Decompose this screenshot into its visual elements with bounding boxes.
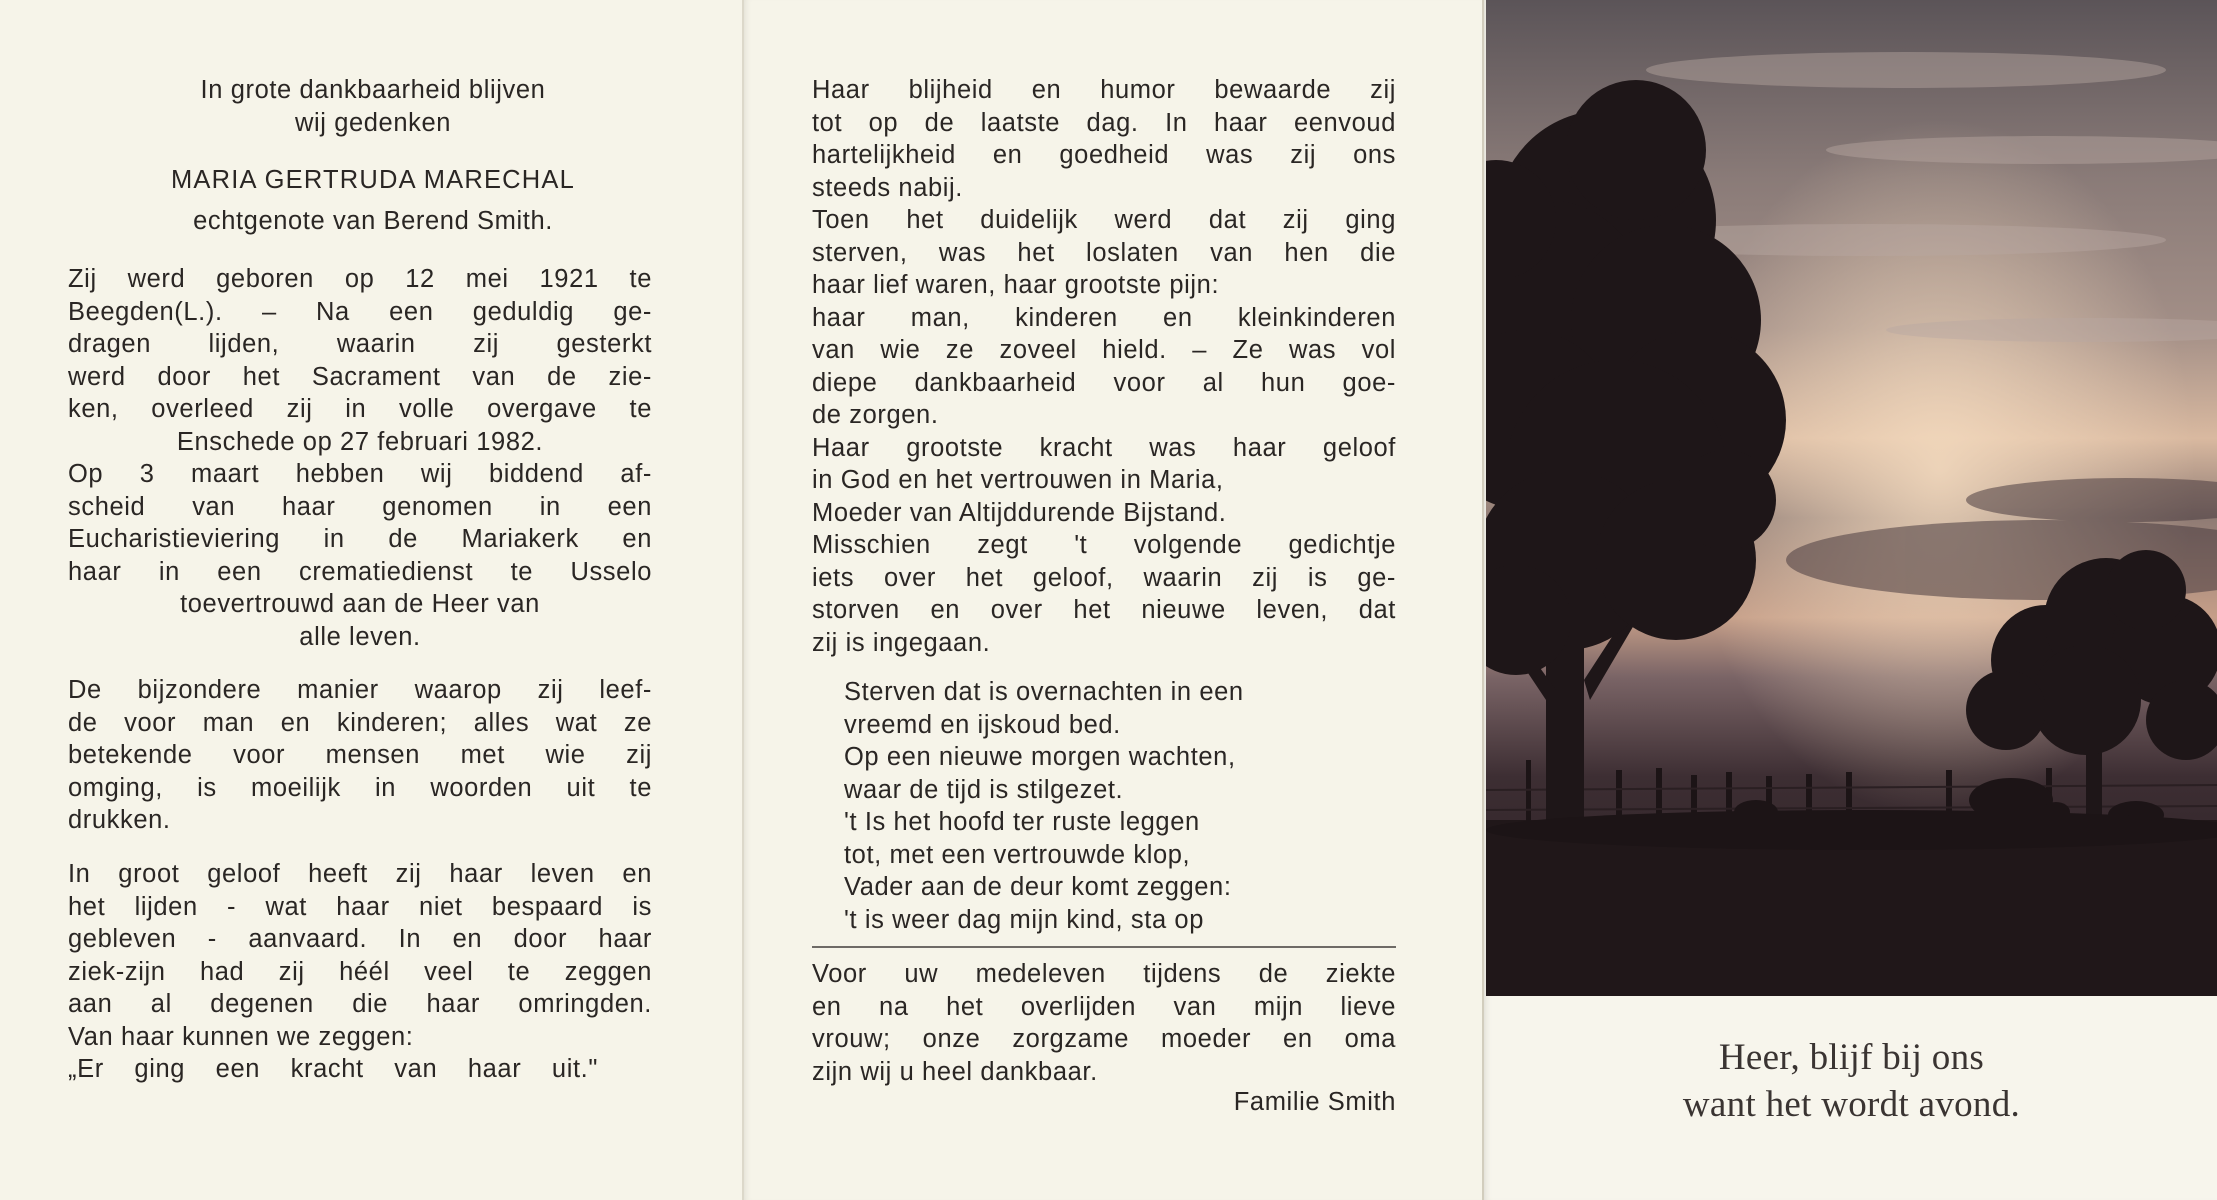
paragraph-line: zij is ingegaan. xyxy=(812,628,991,657)
paragraph-line: iets over het geloof, waarin zij is ge- xyxy=(812,563,1396,592)
thanks-line: Voor uw medeleven tijdens de ziekte xyxy=(812,960,1396,988)
paragraph-line: het lijden - wat haar niet bespaard is xyxy=(68,892,652,921)
paragraph-line: aan al degenen die haar omringden. xyxy=(68,990,652,1018)
poem-line: vreemd en ijskoud bed. xyxy=(844,710,1121,739)
paragraph-line: betekende voor mensen met wie zij xyxy=(68,741,652,769)
paragraph-line: Toen het duidelijk werd dat zij ging xyxy=(812,206,1396,234)
paragraph-line: diepe dankbaarheid voor al hun goe- xyxy=(812,368,1396,397)
bio-line: Eucharistieviering in de Mariakerk en xyxy=(68,525,652,553)
caption-line: want het wordt avond. xyxy=(1682,1084,2021,1125)
intro-text xyxy=(80,74,666,139)
family-signature: Familie Smith xyxy=(1233,1088,1396,1116)
paragraph-line: drukken. xyxy=(68,806,171,834)
bio-line: Beegden(L.). – Na een geduldig ge- xyxy=(68,297,652,326)
paragraph-line: storven en over het nieuwe leven, dat xyxy=(812,596,1396,624)
thanks-paragraph xyxy=(812,958,1396,1088)
paragraph-line: Haar blijheid en humor bewaarde zij xyxy=(812,76,1396,104)
bio-line: Zij werd geboren op 12 mei 1921 te xyxy=(68,265,652,293)
caption-line: Heer, blijf bij ons xyxy=(1718,1037,1985,1078)
poem-line: Vader aan de deur komt zeggen: xyxy=(844,873,1232,901)
paragraph-line: Moeder van Altijddurende Bijstand. xyxy=(812,498,1227,527)
bio-line: Enschede op 27 februari 1982. xyxy=(176,427,544,456)
paragraph-line: Misschien zegt 't volgende gedichtje xyxy=(812,531,1396,559)
bio-line: alle leven. xyxy=(299,622,421,651)
spouse-line: echtgenote van Berend Smith. xyxy=(193,207,553,235)
poem xyxy=(844,676,1364,936)
memories-paragraph xyxy=(812,74,1396,659)
paragraph-line: haar lief waren, haar grootste pijn: xyxy=(812,271,1220,299)
biography-paragraph xyxy=(68,263,652,653)
poem-line: waar de tijd is stilgezet. xyxy=(844,775,1124,804)
divider-rule xyxy=(812,946,1396,948)
paragraph-line: De bijzondere manier waarop zij leef- xyxy=(68,676,652,704)
bio-line: ken, overleed zij in volle overgave te xyxy=(68,395,652,423)
paragraph-line: In groot geloof heeft zij haar leven en xyxy=(68,860,652,888)
poem-line: 't Is het hoofd ter ruste leggen xyxy=(844,808,1200,836)
bio-line: haar in een crematiedienst te Usselo xyxy=(68,557,652,586)
bio-line: scheid van haar genomen in een xyxy=(68,492,652,521)
poem-line: Sterven dat is overnachten in een xyxy=(844,678,1244,706)
intro-line: wij gedenken xyxy=(294,108,452,137)
paragraph-line: Van haar kunnen we zeggen: xyxy=(68,1022,414,1051)
paragraph-line: de voor man en kinderen; alles wat ze xyxy=(68,708,652,737)
character-paragraph xyxy=(68,674,652,837)
paragraph-line: steeds nabij. xyxy=(812,173,963,202)
verse-caption xyxy=(1486,1034,2217,1128)
thanks-line: vrouw; onze zorgzame moeder en oma xyxy=(812,1025,1396,1053)
poem-line: Op een nieuwe morgen wachten, xyxy=(844,743,1236,771)
bio-line: Op 3 maart hebben wij biddend af- xyxy=(68,460,652,488)
bio-line: werd door het Sacrament van de zie- xyxy=(68,362,652,391)
quote-line: „Er ging een kracht van haar uit." xyxy=(68,1055,598,1083)
intro-line: In grote dankbaarheid blijven xyxy=(200,76,546,104)
paragraph-line: Haar grootste kracht was haar geloof xyxy=(812,433,1396,462)
bio-line: dragen lijden, waarin zij gesterkt xyxy=(68,330,652,358)
paragraph-line: haar man, kinderen en kleinkinderen xyxy=(812,303,1396,332)
paragraph-line: omging, is moeilijk in woorden uit te xyxy=(68,773,652,802)
paragraph-line: ziek-zijn had zij héél veel te zeggen xyxy=(68,957,652,986)
paragraph-line: gebleven - aanvaard. In en door haar xyxy=(68,925,652,953)
paragraph-line: van wie ze zoveel hield. – Ze was vol xyxy=(812,336,1396,364)
thanks-line: zijn wij u heel dankbaar. xyxy=(812,1057,1098,1086)
faith-paragraph xyxy=(68,858,652,1086)
bio-line: toevertrouwd aan de Heer van xyxy=(180,590,540,618)
paragraph-line: in God en het vertrouwen in Maria, xyxy=(812,466,1224,494)
paragraph-line: sterven, was het loslaten van hen die xyxy=(812,238,1396,267)
sunset-photo xyxy=(1486,0,2217,996)
paragraph-line: de zorgen. xyxy=(812,401,939,429)
deceased-name: MARIA GERTRUDA MARECHAL xyxy=(170,166,576,194)
paragraph-line: hartelijkheid en goedheid was zij ons xyxy=(812,141,1396,169)
poem-line: 't is weer dag mijn kind, sta op xyxy=(844,905,1204,934)
paragraph-line: tot op de laatste dag. In haar eenvoud xyxy=(812,108,1396,137)
thanks-line: en na het overlijden van mijn lieve xyxy=(812,992,1396,1021)
poem-line: tot, met een vertrouwde klop, xyxy=(844,840,1191,869)
